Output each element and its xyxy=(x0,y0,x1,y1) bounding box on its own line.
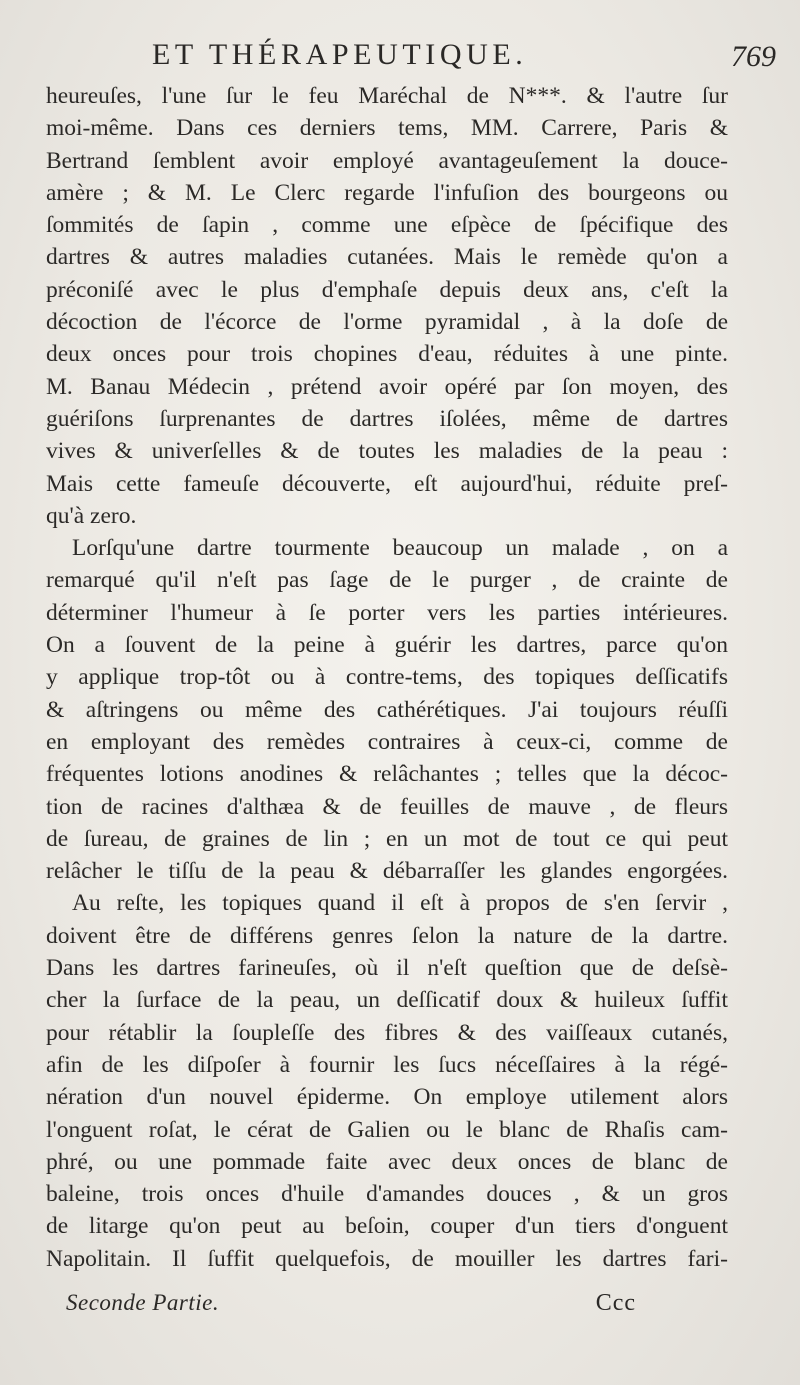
paragraph-3 xyxy=(46,887,728,1275)
text-line: deux onces pour trois chopines d'eau, réduites à une pinte. xyxy=(46,341,728,368)
text-line: phré, ou une pommade faite avec deux onces de blanc de xyxy=(46,1148,728,1175)
text-line: On a ſouvent de la peine à guérir les dartres, parce qu'on xyxy=(46,632,728,659)
paragraph-2 xyxy=(46,532,728,887)
text-line: fréquentes lotions anodines & relâchantes ; telles que la décoc- xyxy=(46,761,728,788)
text-line: afin de les diſpoſer à fournir les ſucs néceſſaires à la régé- xyxy=(46,1051,728,1078)
text-line: dartres & autres maladies cutanées. Mais le remède qu'on a xyxy=(46,244,728,271)
text-line: & aſtringens ou même des cathérétiques. J'ai toujours réuſſi xyxy=(46,696,728,723)
text-line: ſommités de ſapin , comme une eſpèce de ſpécifique des xyxy=(46,212,728,239)
text-line: Napolitain. Il ſuffit quelquefois, de mouiller les dartres fari- xyxy=(46,1245,728,1272)
text-line: baleine, trois onces d'huile d'amandes douces , & un gros xyxy=(46,1181,728,1208)
page-header xyxy=(40,38,780,82)
text-line: de litarge qu'on peut au beſoin, couper d'un tiers d'onguent xyxy=(46,1213,728,1240)
text-line: doivent être de différens genres ſelon la nature de la dartre. xyxy=(46,922,728,949)
text-line: cher la ſurface de la peau, un deſſicatif doux & huileux ſuffit xyxy=(46,987,728,1014)
text-line: de ſureau, de graines de lin ; en un mot de tout ce qui peut xyxy=(46,825,728,852)
text-line: amère ; & M. Le Clerc regarde l'infuſion des bourgeons ou xyxy=(46,179,728,206)
text-line: pour rétablir la ſoupleſſe des fibres & des vaiſſeaux cutanés, xyxy=(46,1019,728,1046)
text-line: Au reſte, les topiques quand il eſt à propos de s'en ſervir , xyxy=(72,890,728,917)
text-line: guériſons ſurprenantes de dartres iſolées, même de dartres xyxy=(46,405,728,432)
text-line: Dans les dartres farineuſes, où il n'eſt queſtion que de deſsè- xyxy=(46,955,728,982)
page-number: 769 xyxy=(731,40,776,73)
text-line: moi-même. Dans ces derniers tems, MM. Carrere, Paris & xyxy=(46,115,728,142)
text-line: déterminer l'humeur à ſe porter vers les parties intérieures. xyxy=(46,599,728,626)
body-text xyxy=(46,80,728,1275)
text-line: Lorſqu'une dartre tourmente beaucoup un malade , on a xyxy=(72,535,728,562)
text-line: Bertrand ſemblent avoir employé avantageuſement la douce- xyxy=(46,147,728,174)
text-line: remarqué qu'il n'eſt pas ſage de le purger , de crainte de xyxy=(46,567,728,594)
text-line: en employant des remèdes contraires à ceux-ci, comme de xyxy=(46,728,728,755)
page-footer xyxy=(66,1290,636,1326)
running-head: ET THÉRAPEUTIQUE. xyxy=(152,38,528,71)
text-line: relâcher le tiſſu de la peau & débarraſſer les glandes engorgées. xyxy=(46,858,728,885)
text-line: y applique trop-tôt ou à contre-tems, des topiques deſſicatifs xyxy=(46,664,728,691)
text-line: préconiſé avec le plus d'emphaſe depuis deux ans, c'eſt la xyxy=(46,276,728,303)
text-line: tion de racines d'althæa & de feuilles de mauve , de fleurs xyxy=(46,793,728,820)
paragraph-1 xyxy=(46,80,728,532)
text-line: qu'à zero. xyxy=(46,502,137,529)
text-line: M. Banau Médecin , prétend avoir opéré par ſon moyen, des xyxy=(46,373,728,400)
signature-mark: Ccc xyxy=(595,1290,636,1316)
text-line: décoction de l'écorce de l'orme pyramidal , à la doſe de xyxy=(46,309,728,336)
text-line: nération d'un nouvel épiderme. On employe utilement alors xyxy=(46,1084,728,1111)
text-line: heureuſes, l'une ſur le feu Maréchal de N***. & l'autre ſur xyxy=(46,83,728,109)
signature-label: Seconde Partie. xyxy=(66,1290,220,1315)
text-line: Mais cette fameuſe découverte, eſt aujourd'hui, réduite preſ- xyxy=(46,470,728,497)
text-line: l'onguent roſat, le cérat de Galien ou le blanc de Rhaſis cam- xyxy=(46,1116,728,1143)
text-line: vives & univerſelles & de toutes les maladies de la peau : xyxy=(46,438,728,465)
